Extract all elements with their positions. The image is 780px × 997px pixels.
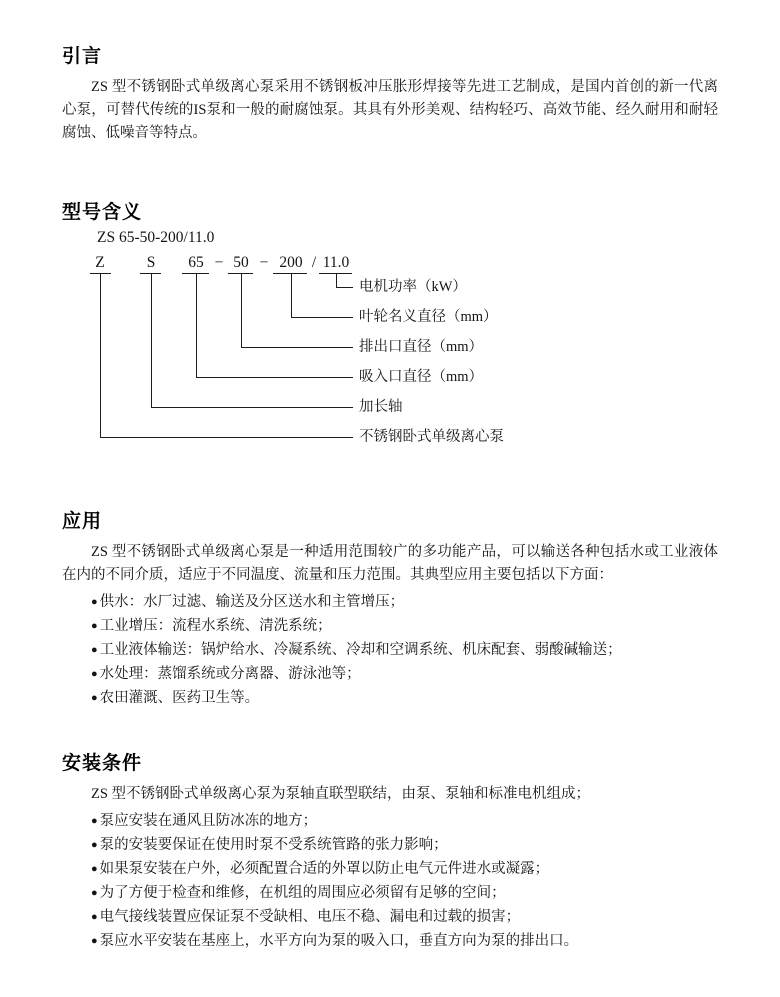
model-token-power: 11.0: [322, 254, 350, 271]
model-token-65: 65: [188, 254, 204, 271]
model-token-slash: /: [311, 254, 317, 271]
model-token-dash1: −: [214, 254, 224, 271]
bullet-icon: ●: [91, 863, 98, 875]
application-list: [62, 590, 718, 710]
bullet-icon: ●: [91, 887, 98, 899]
section-heading-installation: 安装条件: [62, 753, 143, 774]
list-item: [62, 905, 718, 929]
list-item-text: 泵的安装要保证在使用时泵不受系统管路的张力影响；: [99, 837, 448, 853]
list-item: [62, 590, 718, 614]
section-heading-application: 应用: [62, 511, 103, 532]
list-item-text: 为了方便于检查和维修，在机组的周围应必须留有足够的空间；: [99, 885, 506, 901]
connector-line: [241, 347, 353, 348]
list-item: [62, 833, 718, 857]
section-heading-intro: 引言: [62, 46, 103, 67]
bullet-icon: ●: [91, 692, 98, 704]
connector-line: [151, 407, 353, 408]
section-heading-model: 型号含义: [62, 202, 143, 223]
list-item-text: 供水：水厂过滤、输送及分区送水和主管增压；: [99, 594, 405, 610]
application-paragraph: ZS 型不锈钢卧式单级离心泵是一种适用范围较广的多功能产品，可以输送各种包括水或工业液体在内的不同介质，适应于不同温度、流量和压力范围。其典型应用主要包括以下方面：: [62, 544, 718, 583]
bullet-icon: ●: [91, 839, 98, 851]
model-label-suction-dia: 吸入口直径（mm）: [359, 369, 484, 385]
model-label-discharge-dia: 排出口直径（mm）: [359, 339, 484, 355]
connector-line: [336, 287, 353, 288]
list-item-text: 泵应安装在通风且防冰冻的地方；: [99, 813, 318, 829]
model-label-extended-shaft: 加长轴: [359, 399, 403, 415]
bullet-icon: ●: [91, 668, 98, 680]
bullet-icon: ●: [91, 911, 98, 923]
model-example-code: ZS 65-50-200/11.0: [97, 229, 215, 246]
list-item: [62, 809, 718, 833]
list-item-text: 工业液体输送：锅炉给水、冷凝系统、冷却和空调系统、机床配套、弱酸碱输送；: [99, 642, 622, 658]
intro-paragraph: ZS 型不锈钢卧式单级离心泵采用不锈钢板冲压胀形焊接等先进工艺制成，是国内首创的新一代离心泵，可替代传统的IS泵和一般的耐腐蚀泵。其具有外形美观、结构轻巧、高效节能、经久耐用和耐轻腐蚀、低噪音等特点。: [62, 79, 718, 141]
connector-line: [100, 437, 353, 438]
bullet-icon: ●: [91, 596, 98, 608]
model-label-motor-power: 电机功率（kW）: [359, 279, 467, 295]
bullet-icon: ●: [91, 935, 98, 947]
connector-line: [291, 274, 292, 317]
list-item-text: 泵应水平安装在基座上，水平方向为泵的吸入口，垂直方向为泵的排出口。: [99, 933, 579, 949]
connector-line: [336, 274, 337, 287]
bullet-icon: ●: [91, 815, 98, 827]
model-token-z: Z: [95, 254, 105, 271]
connector-line: [151, 274, 152, 407]
model-token-200: 200: [279, 254, 303, 271]
connector-line: [291, 317, 353, 318]
list-item-text: 工业增压：流程水系统、清洗系统；: [99, 618, 332, 634]
model-token-dash2: −: [259, 254, 269, 271]
model-label-impeller-dia: 叶轮名义直径（mm）: [359, 309, 498, 325]
connector-line: [196, 274, 197, 377]
connector-line: [100, 274, 101, 437]
list-item-text: 水处理：蒸馏系统或分离器、游泳池等；: [99, 666, 361, 682]
installation-paragraph: ZS 型不锈钢卧式单级离心泵为泵轴直联型联结，由泵、泵轴和标准电机组成；: [91, 786, 591, 802]
list-item: [62, 686, 718, 710]
list-item: [62, 881, 718, 905]
list-item-text: 电气接线装置应保证泵不受缺相、电压不稳、漏电和过载的损害；: [99, 909, 521, 925]
list-item: [62, 662, 718, 686]
list-item-text: 如果泵安装在户外，必须配置合适的外罩以防止电气元件进水或凝露；: [99, 861, 550, 877]
installation-list: [62, 809, 718, 953]
list-item: [62, 614, 718, 638]
model-token-s: S: [146, 254, 156, 271]
list-item: [62, 857, 718, 881]
underline: [273, 273, 307, 274]
bullet-icon: ●: [91, 644, 98, 656]
connector-line: [241, 274, 242, 347]
list-item: [62, 929, 718, 953]
model-token-50: 50: [233, 254, 249, 271]
list-item: [62, 638, 718, 662]
connector-line: [196, 377, 353, 378]
model-code-diagram: [62, 228, 718, 444]
model-label-pump-type: 不锈钢卧式单级离心泵: [359, 429, 504, 445]
bullet-icon: ●: [91, 620, 98, 632]
list-item-text: 农田灌溉、医药卫生等。: [99, 690, 260, 706]
